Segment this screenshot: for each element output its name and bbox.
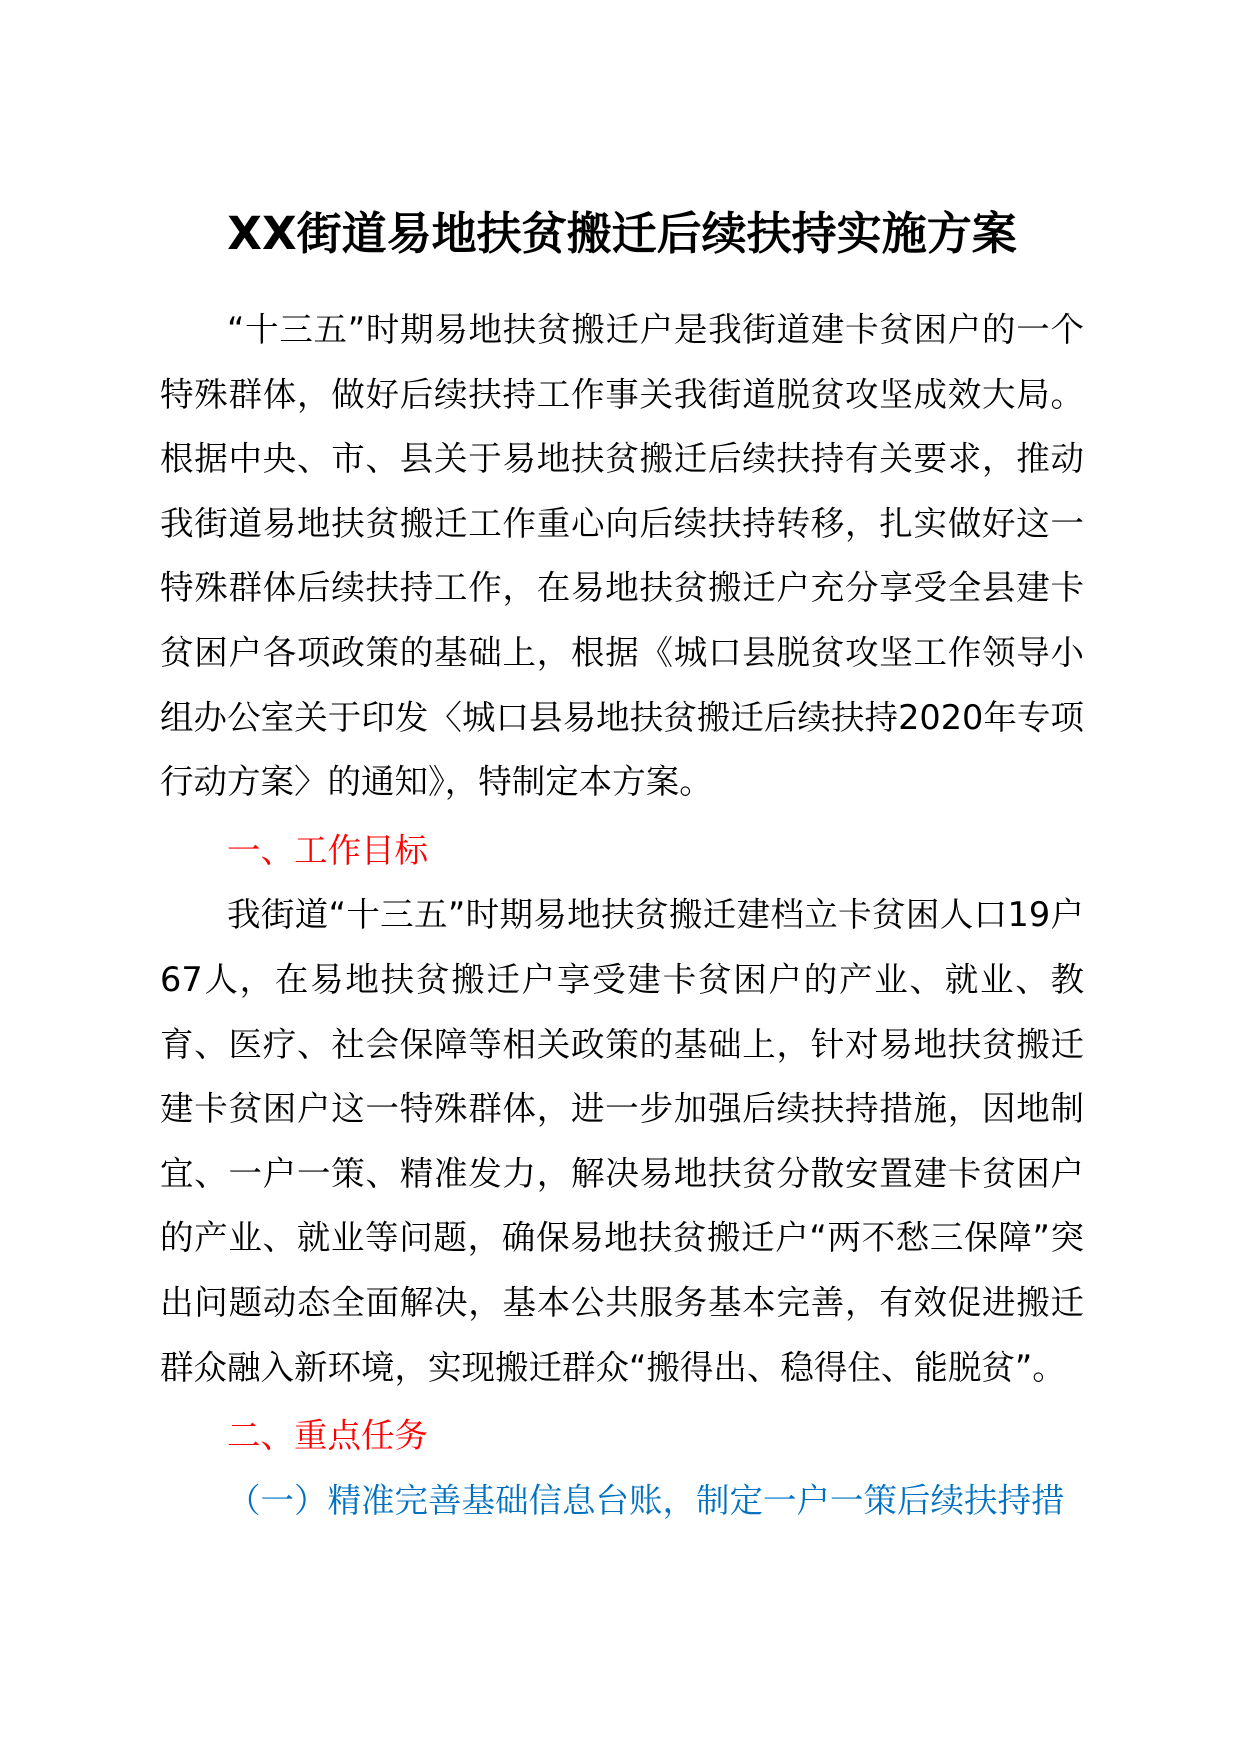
section-heading-key-tasks: 二、重点任务 bbox=[227, 1416, 428, 1456]
subsection-heading-info-ledger: （一）精准完善基础信息台账，制定一户一策后续扶持措 bbox=[227, 1480, 1065, 1520]
intro-paragraph: “十三五”时期易地扶贫搬迁户是我街道建卡贫困户的一个特殊群体，做好后续扶持工作事关我街道脱贫攻坚成效大局。根据中央、市、县关于易地扶贫搬迁后续扶持有关要求，推动我街道易地扶贫搬迁工作重心向后续扶持转移，扎实做好这一特殊群体后续扶持工作，在易地扶贫搬迁户充分享受全县建卡贫困户各项政策的基础上，根据《城口县脱贫攻坚工作领导小组办公室关于印发〈城口县易地扶贫搬迁后续扶持2020年专项行动方案〉的通知》，特制定本方案。 bbox=[160, 310, 1084, 802]
work-goals-paragraph: 我街道“十三五”时期易地扶贫搬迁建档立卡贫困人口19户67人，在易地扶贫搬迁户享受建卡贫困户的产业、就业、教育、医疗、社会保障等相关政策的基础上，针对易地扶贫搬迁建卡贫困户这一特殊群体，进一步加强后续扶持措施，因地制宜、一户一策、精准发力，解决易地扶贫分散安置建卡贫困户的产业、就业等问题，确保易地扶贫搬迁户“两不愁三保障”突出问题动态全面解决，基本公共服务基本完善，有效促进搬迁群众融入新环境，实现搬迁群众“搬得出、稳得住、能脱贫”。 bbox=[160, 895, 1084, 1387]
document-content bbox=[160, 196, 1084, 1533]
document-title: XX街道易地扶贫搬迁后续扶持实施方案 bbox=[227, 207, 1017, 260]
section-heading-work-goals: 一、工作目标 bbox=[227, 830, 428, 870]
